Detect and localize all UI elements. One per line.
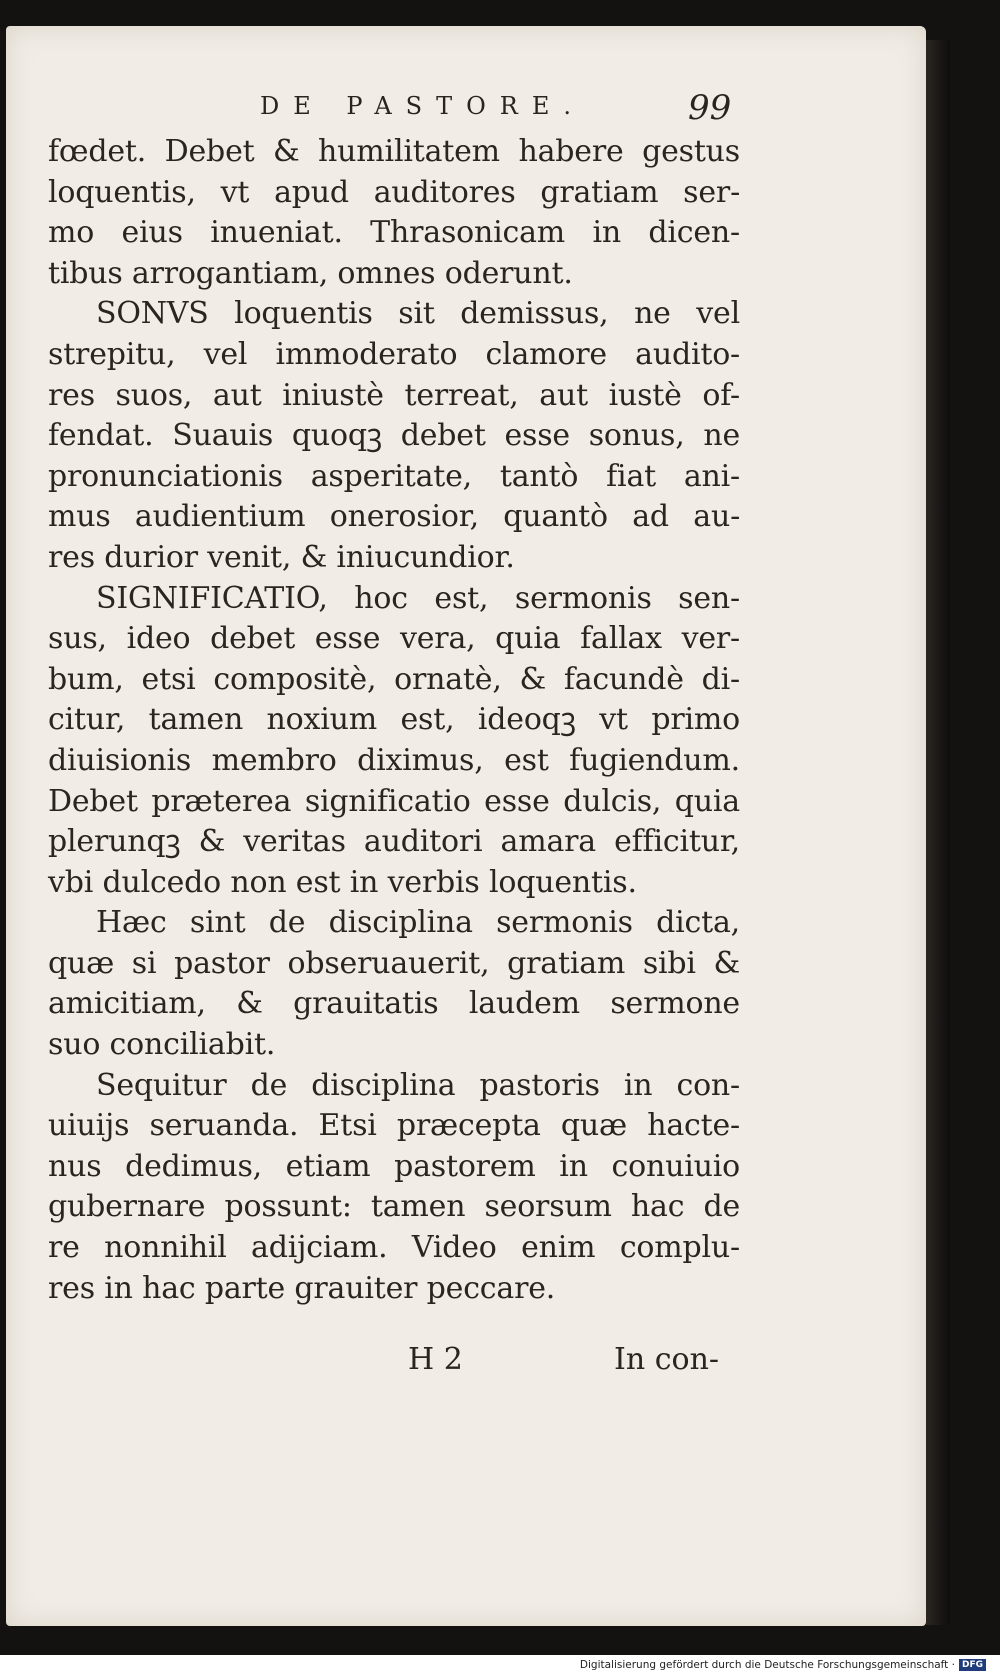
text-line: gubernare possunt: tamen seorsum hac de xyxy=(48,1189,740,1225)
text-line: pronunciationis asperitate, tantò fiat ani- xyxy=(48,458,740,494)
dfg-credit xyxy=(580,1659,986,1671)
text-line: SIGNIFICATIO, hoc est, sermonis sen- xyxy=(96,580,740,616)
text-line: nus dedimus, etiam pastorem in conuiuio xyxy=(48,1148,740,1184)
text-line: SONVS loquentis sit demissus, ne vel xyxy=(96,296,740,332)
text-line: res in hac parte grauiter peccare. xyxy=(48,1270,556,1306)
text-line: re nonnihil adijciam. Video enim complu- xyxy=(48,1230,740,1266)
running-title: DE PASTORE. xyxy=(260,92,586,120)
page-number: 99 xyxy=(688,88,732,128)
text-line: suo conciliabit. xyxy=(48,1027,276,1063)
text-line: quæ si pastor obseruauerit, gratiam sibi & xyxy=(48,945,740,981)
text-line: amicitiam, & grauitatis laudem sermone xyxy=(48,986,740,1022)
text-line: mus audientium onerosior, quantò ad au- xyxy=(48,499,740,535)
text-line: bum, etsi compositè, ornatè, & facundè di- xyxy=(48,661,740,697)
text-line: sus, ideo debet esse vera, quia fallax ver- xyxy=(48,621,740,657)
text-line: fendat. Suauis quoqꝫ debet esse sonus, ne xyxy=(48,418,740,454)
text-line: tibus arrogantiam, omnes oderunt. xyxy=(48,255,573,291)
signature-mark: H 2 xyxy=(408,1342,463,1377)
credit-bar xyxy=(0,1655,1000,1673)
catchword: In con- xyxy=(614,1342,720,1377)
text-line: diuisionis membro diximus, est fugiendum. xyxy=(48,742,740,778)
digitization-credit: Digitalisierung gefördert durch die Deutsche Forschungsgemeinschaft · xyxy=(579,1659,955,1671)
text-line: plerunqꝫ & veritas auditori amara efficitur, xyxy=(48,824,740,860)
text-line: uiuijs seruanda. Etsi præcepta quæ hacte- xyxy=(48,1108,740,1144)
text-line: Debet præterea significatio esse dulcis, quia xyxy=(48,783,740,819)
text-line: res suos, aut iniustè terreat, aut iustè of- xyxy=(48,377,740,413)
text-line: strepitu, vel immoderato clamore audito- xyxy=(48,336,740,372)
body-text xyxy=(48,132,740,1309)
text-line: citur, tamen noxium est, ideoqꝫ vt primo xyxy=(48,702,740,738)
text-line: vbi dulcedo non est in verbis loquentis. xyxy=(48,864,637,900)
dfg-logo: DFG xyxy=(959,1659,986,1671)
text-line: res durior venit, & iniucundior. xyxy=(48,539,515,575)
text-line: Sequitur de disciplina pastoris in con- xyxy=(96,1067,740,1103)
text-line: fœdet. Debet & humilitatem habere gestus xyxy=(48,134,740,169)
text-line: Hæc sint de disciplina sermonis dicta, xyxy=(96,905,740,941)
page-edge-shadow xyxy=(926,40,950,1625)
text-line: loquentis, vt apud auditores gratiam ser- xyxy=(48,174,740,210)
text-line: mo eius inueniat. Thrasonicam in dicen- xyxy=(48,215,740,251)
